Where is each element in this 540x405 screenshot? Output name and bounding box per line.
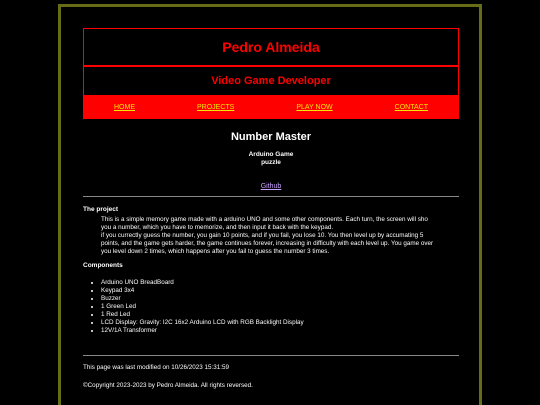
project-subtitle-line1: Arduino Game — [248, 151, 294, 158]
nav-bar — [83, 96, 459, 119]
project-subtitle — [83, 151, 459, 167]
github-wrap — [83, 183, 459, 190]
nav-play-now[interactable]: PLAY NOW — [296, 104, 333, 111]
copyright: ©Copyright 2023-2023 by Pedro Almeida. All rights reversed. — [83, 381, 253, 389]
project-subtitle-line2: puzzle — [261, 159, 281, 166]
list-item: • Keypad 3x4 — [101, 287, 459, 295]
list-item: • 12V/1A Transformer — [101, 327, 459, 335]
site-name: Pedro Almeida — [83, 28, 459, 66]
nav-contact[interactable]: CONTACT — [394, 104, 428, 111]
project-description — [83, 216, 459, 256]
project-line: This is a simple memory game made with a arduino UNO and some other components. Each turn, the screen will sho — [101, 216, 428, 223]
project-line: if you currectly guess the number, you gain 10 points, and if you fail, you lose 10. You then level up by accumating 5 — [101, 232, 424, 240]
components-list — [83, 279, 459, 334]
list-item: • Arduino UNO BreadBoard — [101, 279, 459, 287]
list-item: • 1 Green Led — [101, 303, 459, 311]
project-heading: The project — [83, 206, 119, 213]
list-item: • 1 Red Led — [101, 311, 459, 319]
site-role: Video Game Developer — [83, 66, 459, 96]
list-item: • Buzzer — [101, 295, 459, 303]
components-heading: Components — [83, 262, 123, 270]
nav-projects[interactable]: PROJECTS — [197, 104, 235, 111]
github-link[interactable]: Github — [260, 183, 282, 190]
project-line: you level down 2 times, which happens after you fail to guess the number 3 times. — [101, 248, 330, 256]
nav-home[interactable]: HOME — [114, 104, 135, 111]
project-title: Number Master — [230, 131, 312, 143]
divider — [83, 355, 459, 356]
list-item: • LCD Display: Gravity: I2C 16x2 Arduino LCD with RGB Backlight Display — [101, 319, 459, 327]
project-line: you a number, which you have to memorize, and then input it back with the keypad. — [101, 224, 334, 232]
last-modified: This page was last modified on 10/26/2023 15:31:59 — [83, 363, 229, 371]
divider — [83, 196, 459, 197]
project-line: points, and the game gets harder, the game continues forever, increasing in difficulty with each level up. You game over — [101, 240, 434, 248]
main-content — [83, 28, 459, 405]
